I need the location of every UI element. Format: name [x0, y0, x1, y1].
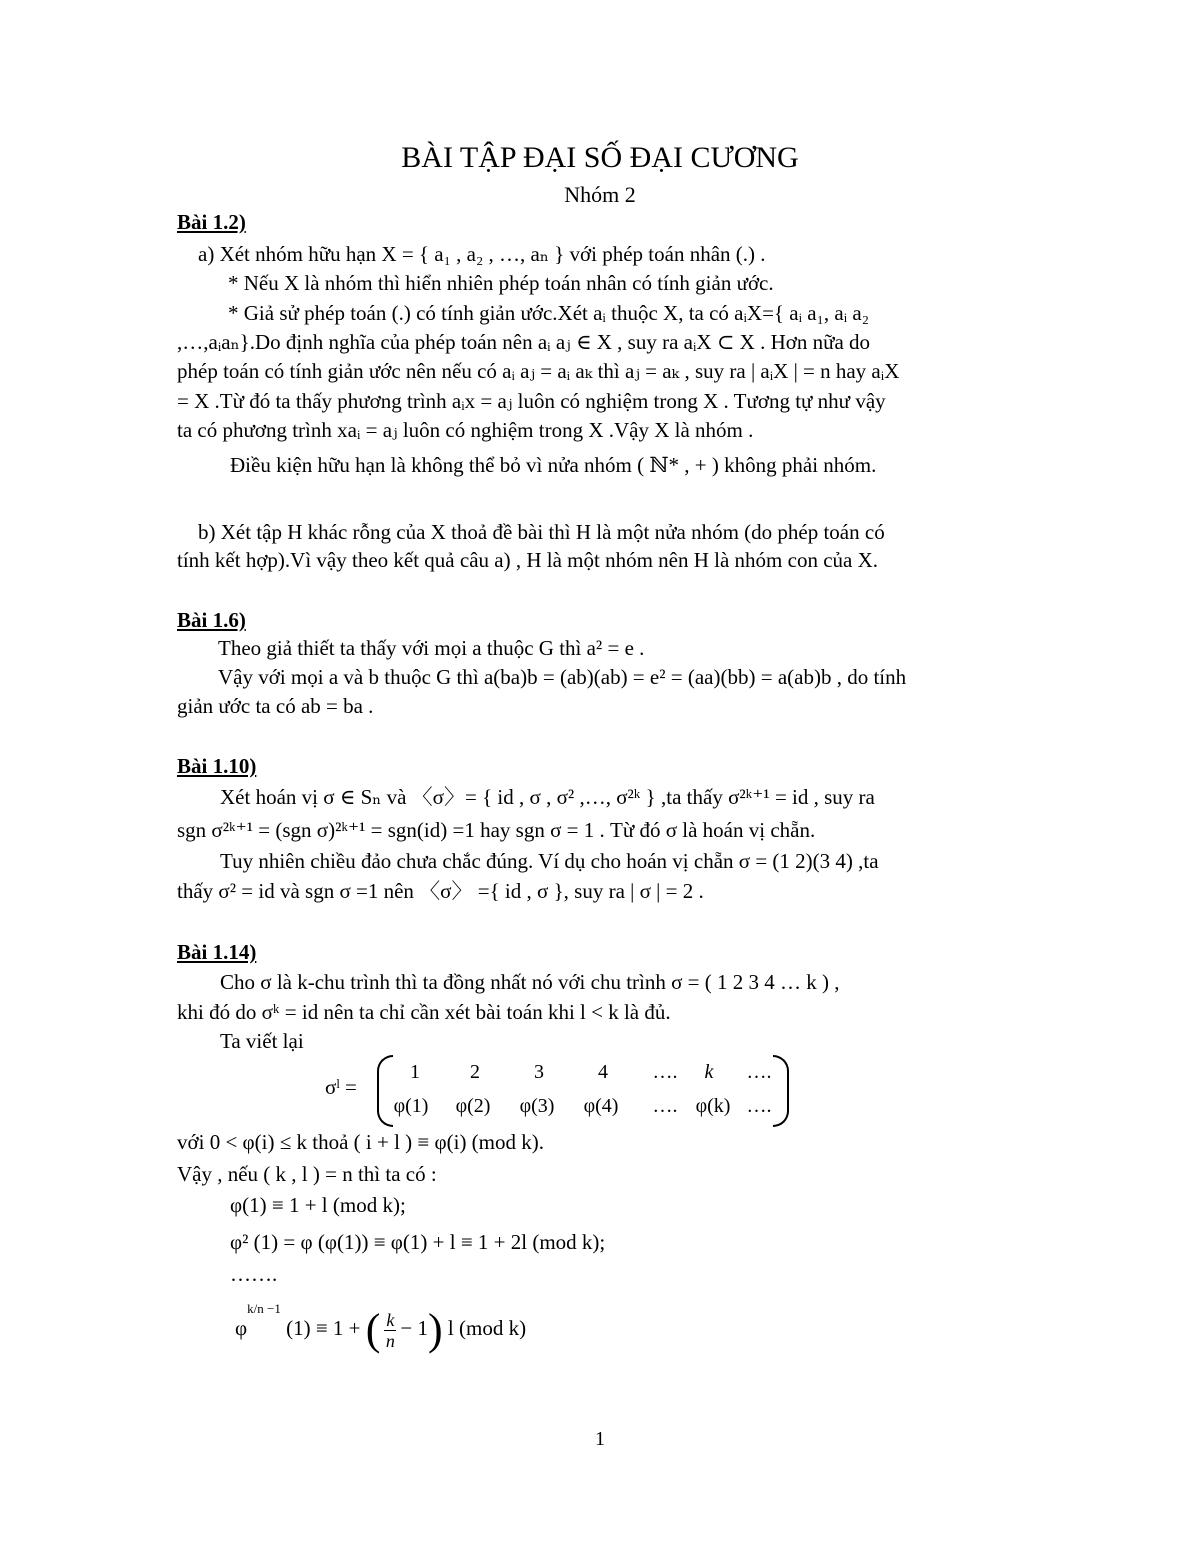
matrix-cell: 4 — [598, 1061, 608, 1083]
formula-line — [235, 1298, 526, 1355]
matrix-cell: φ(1) — [393, 1095, 429, 1117]
text-line: Theo giả thiết ta thấy với mọi a thuộc G thì a² = e . — [218, 636, 645, 660]
text-line: giản ước ta có ab = ba . — [177, 694, 374, 718]
text-line: Điều kiện hữu hạn là không thể bỏ vì nửa nhóm ( ℕ* , + ) không phải nhóm. — [230, 453, 877, 477]
text-line: Cho σ là k-chu trình thì ta đồng nhất nó với chu trình σ = ( 1 2 3 4 … k ) , — [220, 970, 840, 994]
heading-bai-1-6: Bài 1.6) — [177, 608, 246, 632]
open-paren: ( — [365, 1305, 381, 1355]
text-line: Vậy với mọi a và b thuộc G thì a(ba)b = (ab)(ab) = e² = (aa)(bb) = a(ab)b , do tính — [218, 665, 907, 689]
matrix-cell: 1 — [410, 1061, 420, 1083]
matrix-cell: …. — [652, 1095, 678, 1117]
text-line: ta có phương trình xaᵢ = aⱼ luôn có nghiệm trong X .Vậy X là nhóm . — [177, 418, 754, 442]
formula-part: (1) ≡ 1 + — [286, 1316, 361, 1340]
text-line: với 0 < φ(i) ≤ k thoả ( i + l ) ≡ φ(i) (mod k). — [177, 1130, 545, 1154]
text-line: * Giả sử phép toán (.) có tính giản ước.Xét aᵢ thuộc X, ta có aᵢX={ aᵢ a₁, aᵢ a₂ — [228, 301, 870, 325]
close-paren: ) — [428, 1305, 443, 1355]
matrix-cell: φ(3) — [519, 1095, 555, 1117]
text-line: Ta viết lại — [220, 1029, 304, 1053]
text-line: a) Xét nhóm hữu hạn X = { a₁ , a₂ , …, aₙ } với phép toán nhân (.) . — [198, 242, 766, 266]
formula-phi: φ — [235, 1316, 248, 1340]
matrix-cell: k — [704, 1061, 714, 1083]
formula-exponent: k/n −1 — [247, 1301, 281, 1316]
heading-bai-1-14: Bài 1.14) — [177, 940, 257, 964]
text-line: sgn σ²ᵏ⁺¹ = (sgn σ)²ᵏ⁺¹ = sgn(id) =1 hay sgn σ = 1 . Từ đó σ là hoán vị chẵn. — [177, 818, 816, 842]
matrix-cell: φ(k) — [695, 1095, 731, 1117]
matrix-cell: …. — [746, 1095, 772, 1117]
matrix-cell: 2 — [470, 1061, 480, 1083]
formula-part: l (mod k) — [447, 1316, 527, 1340]
permutation-matrix — [325, 1055, 795, 1125]
heading-bai-1-2: Bài 1.2) — [177, 210, 246, 234]
text-line: b) Xét tập H khác rỗng của X thoả đề bài thì H là một nửa nhóm (do phép toán có — [198, 520, 885, 544]
matrix-cell: …. — [652, 1061, 678, 1083]
text-line: thấy σ² = id và sgn σ =1 nên 〈σ〉 ={ id , σ }, suy ra | σ | = 2 . — [177, 879, 704, 903]
text-line: * Nếu X là nhóm thì hiển nhiên phép toán nhân có tính giản ước. — [228, 271, 774, 295]
text-line: khi đó do σᵏ = id nên ta chỉ cần xét bài toán khi l < k là đủ. — [177, 1000, 671, 1024]
formula-part: − 1 — [400, 1316, 429, 1340]
matrix-cell: φ(4) — [583, 1095, 619, 1117]
text-line: Xét hoán vị σ ∈ Sₙ và 〈σ〉= { id , σ , σ² ,…, σ²ᵏ } ,ta thấy σ²ᵏ⁺¹ = id , suy ra — [220, 785, 875, 809]
text-line: Tuy nhiên chiều đảo chưa chắc đúng. Ví dụ cho hoán vị chẵn σ = (1 2)(3 4) ,ta — [220, 849, 879, 873]
text-line: ……. — [230, 1262, 278, 1286]
text-line: phép toán có tính giản ước nên nếu có aᵢ aⱼ = aᵢ aₖ thì aⱼ = aₖ , suy ra | aᵢX | = n hay aᵢX — [177, 359, 900, 383]
fraction-denominator: n — [385, 1330, 395, 1351]
text-line: φ(1) ≡ 1 + l (mod k); — [230, 1193, 406, 1217]
fraction — [384, 1310, 396, 1351]
group-subtitle: Nhóm 2 — [564, 182, 636, 207]
heading-bai-1-10: Bài 1.10) — [177, 754, 257, 778]
text-line: tính kết hợp).Vì vậy theo kết quả câu a) , H là một nhóm nên H là nhóm con của X. — [177, 548, 879, 572]
text-line: ,…,aᵢaₙ}.Do định nghĩa của phép toán nên aᵢ aⱼ ∈ X , suy ra aᵢX ⊂ X . Hơn nữa do — [177, 330, 871, 354]
matrix-cell: φ(2) — [455, 1095, 491, 1117]
text-line: = X .Từ đó ta thấy phương trình aᵢx = aⱼ luôn có nghiệm trong X . Tương tự như vậy — [177, 389, 886, 413]
matrix-label: σˡ = — [325, 1075, 357, 1099]
text-line: Vậy , nếu ( k , l ) = n thì ta có : — [177, 1162, 437, 1186]
page-title: BÀI TẬP ĐẠI SỐ ĐẠI CƯƠNG — [401, 141, 799, 174]
matrix-cell: …. — [746, 1061, 772, 1083]
text-line: φ² (1) = φ (φ(1)) ≡ φ(1) + l ≡ 1 + 2l (mod k); — [230, 1230, 606, 1254]
matrix-cell: 3 — [534, 1061, 544, 1083]
fraction-numerator: k — [386, 1309, 395, 1330]
page-number: 1 — [595, 1428, 605, 1450]
